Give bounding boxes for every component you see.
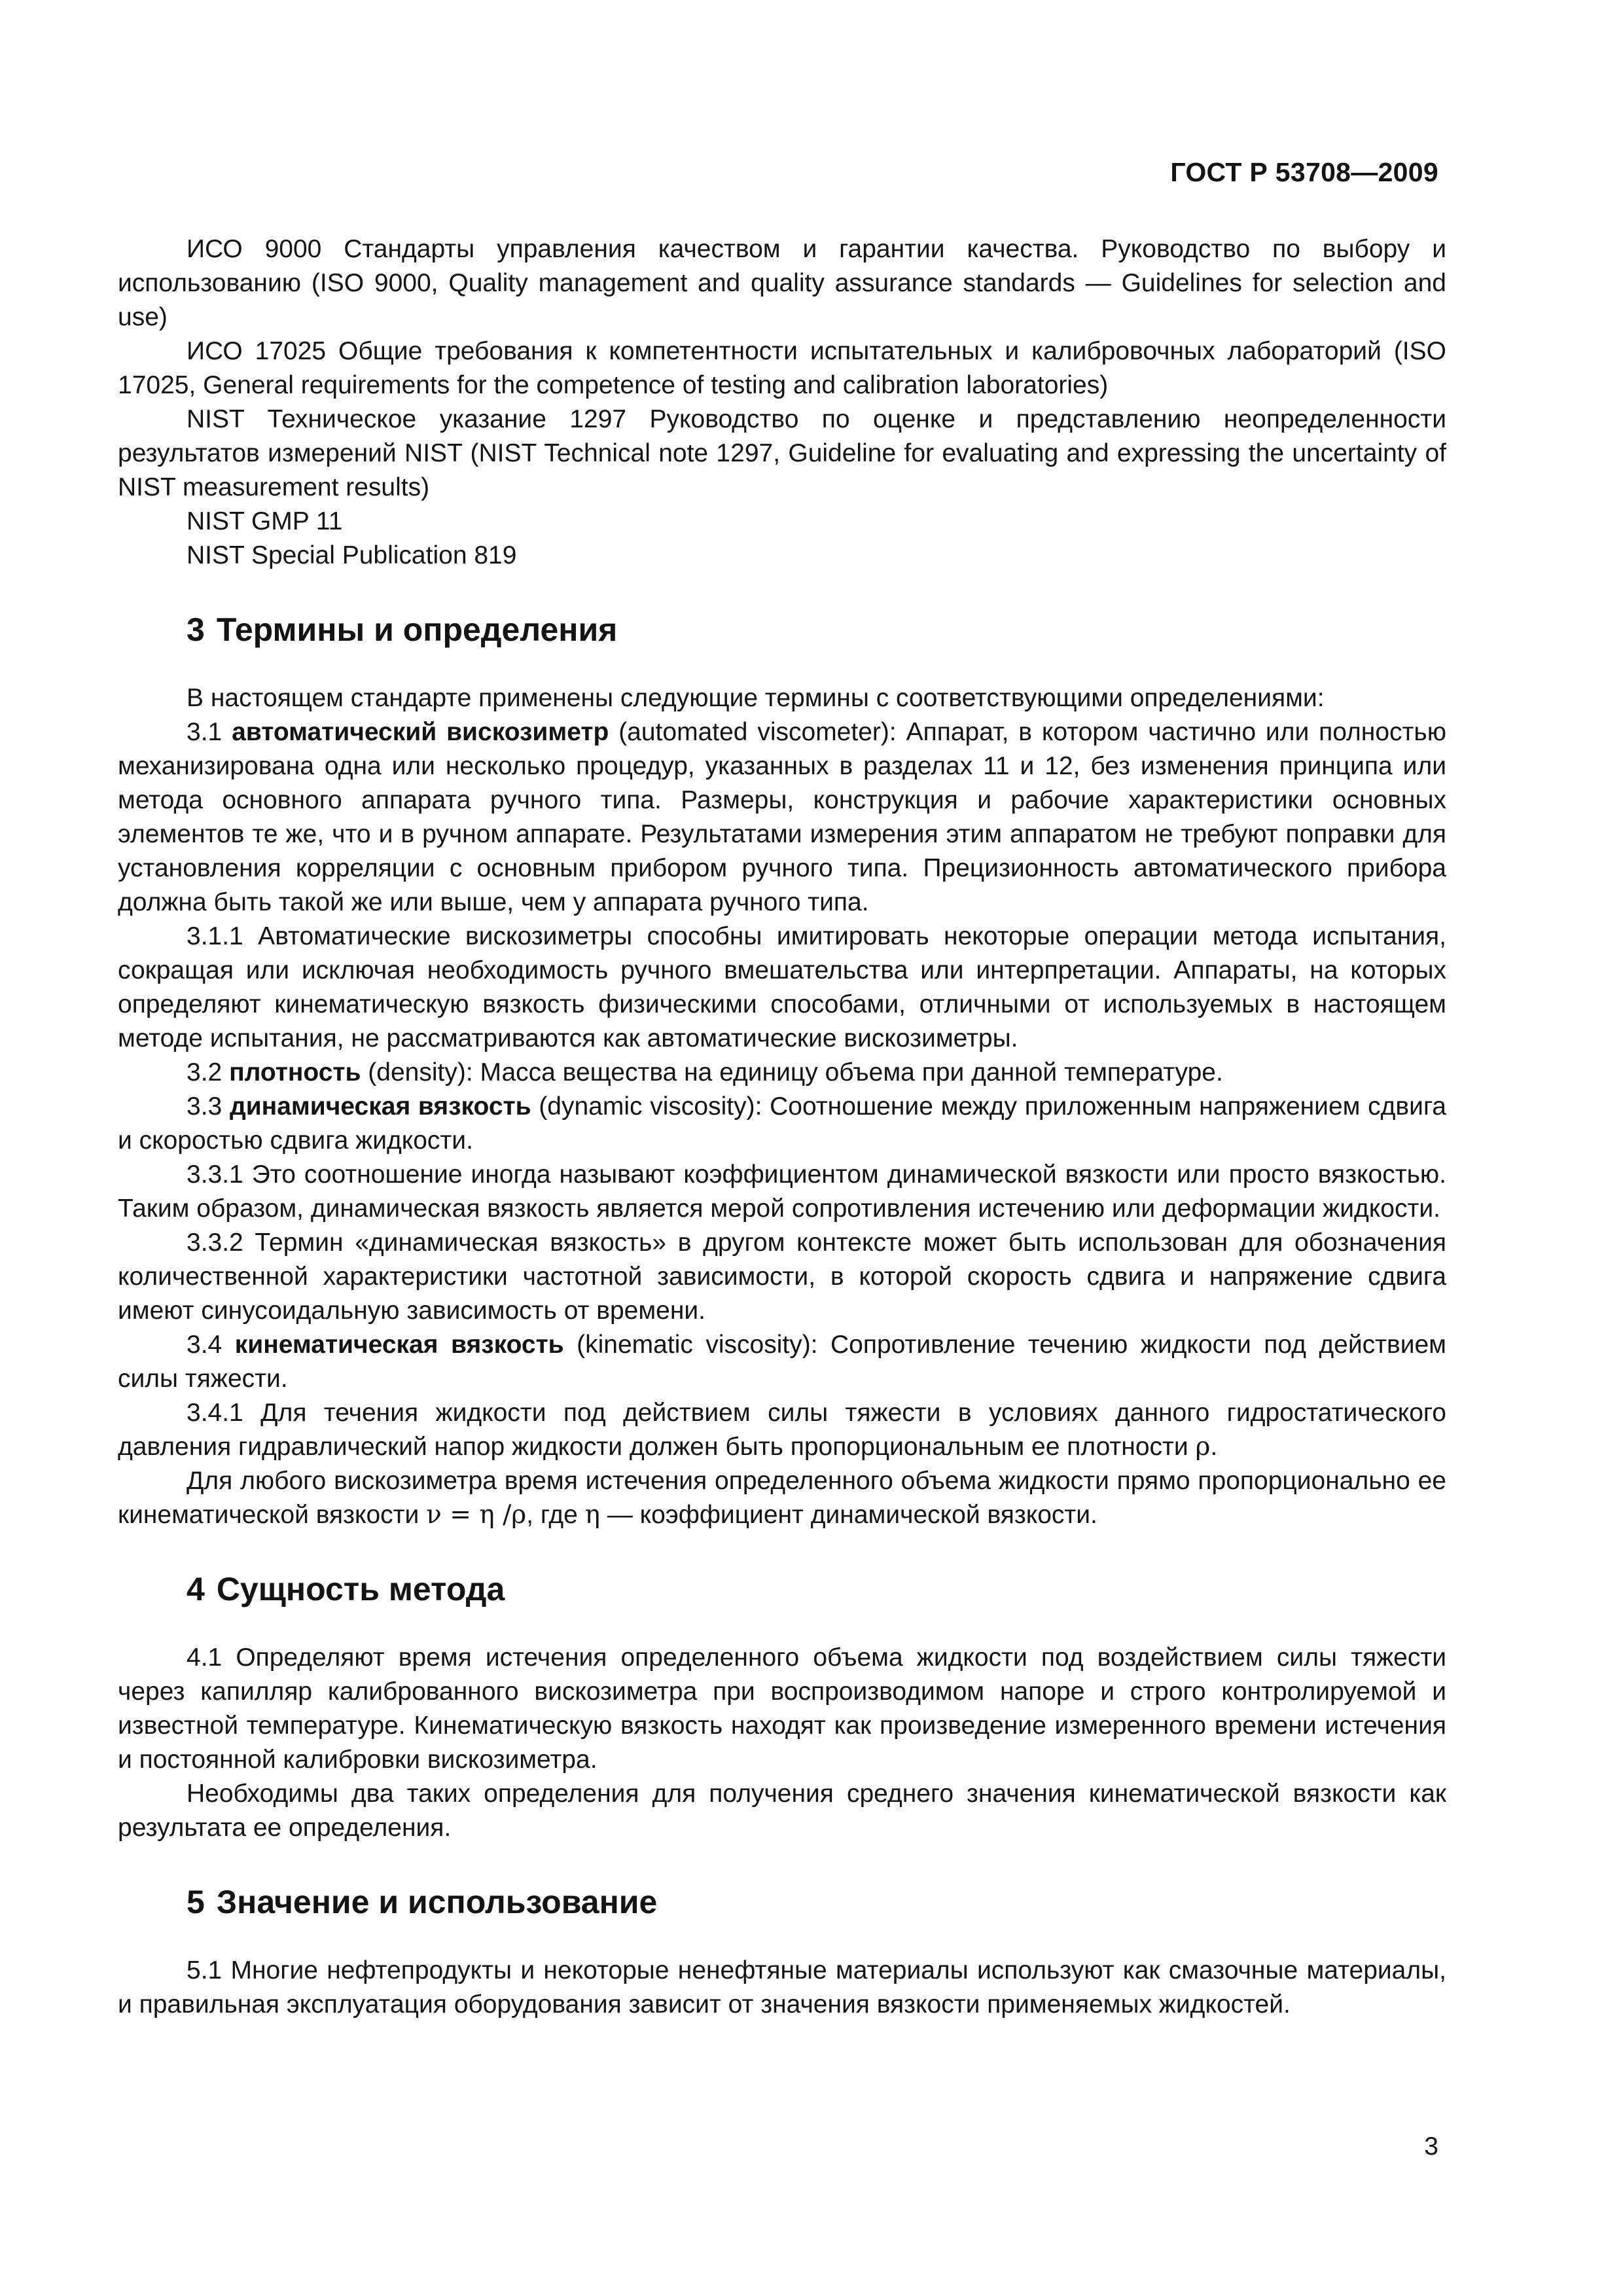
section-3-intro: В настоящем стандарте применены следующие термины с соответствующими определениями: (187, 684, 1325, 712)
clause-3-3-1: 3.3.1 Это соотношение иногда называют коэффициентом динамической вязкости или просто вязкостью. Таким образом, динамическая вязкость является мерой сопротивления истечению или деформации жидкости. (118, 1160, 1446, 1223)
document-body (118, 232, 1446, 2022)
clause-text: Для любого вискозиметра время истечения определенного объема жидкости прямо пропорционально ее кинематической вязкости (118, 1467, 1446, 1529)
term-definition: (density): Масса вещества на единицу объема при данной температуре. (361, 1058, 1223, 1086)
clause-4-1: 4.1 Определяют время истечения определенного объема жидкости под воздействием силы тяжести через капилляр калиброванного вискозиметра при воспроизводимом напоре и строго контролируемой и известной температуре. Кинематическую вязкость находят как произведение измеренного времени истечения и постоянной калибровки вискозиметра. (118, 1643, 1446, 1774)
section-4-heading (118, 1570, 1446, 1608)
viscosity-formula: ν = η /ρ (426, 1500, 527, 1530)
reference-code: NIST Special Publication 819 (187, 541, 517, 569)
clause-3-4-1 (118, 1396, 1446, 1464)
clause-number: 3.3 (187, 1092, 230, 1121)
reference-item (118, 334, 1446, 403)
section-5-heading (118, 1883, 1446, 1921)
clause-number: 3.4 (187, 1331, 235, 1359)
clause-4-1-note: Необходимы два таких определения для получения среднего значения кинематической вязкости как результата ее определения. (118, 1780, 1446, 1842)
clause-3-3-2: 3.3.2 Термин «динамическая вязкость» в другом контексте может быть использован для обозначения количественной характеристики частотной зависимости, в которой скорость сдвига и напряжение сдвига имеют синусоидальную зависимость от времени. (118, 1229, 1446, 1325)
density-symbol: ρ (1195, 1432, 1211, 1462)
term-label: динамическая вязкость (229, 1092, 531, 1121)
clause-3-3 (118, 1090, 1446, 1158)
reference-text: Техническое указание 1297 Руководство по оценке и представлению неопределенности результатов измерений NIST (NIST Technical note 1297, Guideline for evaluating and expressing the uncertainty of NIST measurement results) (118, 405, 1446, 501)
section-number: 3 (187, 611, 205, 648)
reference-text: Общие требования к компетентности испытательных и калибровочных лабораторий (ISO 17025, General requirements for the competence of testing and calibration laboratories) (118, 337, 1446, 399)
reference-item (118, 505, 1446, 539)
term-definition: (dynamic viscosity): Соотношение между приложенным напряжением сдвига и скоростью сдвига жидкости. (118, 1092, 1446, 1155)
reference-item (118, 232, 1446, 334)
section-3-heading (118, 611, 1446, 649)
normative-references (118, 232, 1446, 573)
reference-text: Стандарты управления качеством и гарантии качества. Руководство по выбору и использованию (ISO 9000, Quality management and quality assurance standards — Guidelines for selection and use) (118, 235, 1446, 331)
clause-text-end: . (1210, 1433, 1218, 1461)
clause-3-2 (118, 1056, 1446, 1090)
section-title: Значение и использование (216, 1884, 658, 1920)
section-number: 5 (187, 1884, 205, 1920)
document-id-header: ГОСТ Р 53708—2009 (1170, 157, 1438, 187)
page-number: 3 (1424, 2132, 1438, 2161)
term-label: кинематическая вязкость (234, 1331, 564, 1359)
term-label: плотность (229, 1058, 361, 1086)
clause-3-1 (118, 715, 1446, 920)
clause-text: 3.4.1 Для течения жидкости под действием силы тяжести в условиях данного гидростатического давления гидравлический напор жидкости должен быть пропорциональным ее плотности (118, 1399, 1446, 1461)
term-definition: (automated viscometer): Аппарат, в котором частично или полностью механизирована одна или несколько процедур, указанных в разделах 11 и 12, без изменения принципа или метода основного аппарата ручного типа. Размеры, конструкция и рабочие характеристики основных элементов те же, что и в ручном аппарате. Результатами измерения этим аппаратом не требуют поправки для установления корреляции с основным прибором ручного типа. Прецизионность автоматического прибора должна быть такой же или выше, чем у аппарата ручного типа. (118, 718, 1446, 916)
clause-number: 3.2 (187, 1058, 230, 1086)
reference-item (118, 539, 1446, 573)
term-label: автоматический вискозиметр (232, 718, 609, 746)
clause-3-4-2 (118, 1464, 1446, 1532)
clause-5-1: 5.1 Многие нефтепродукты и некоторые ненефтяные материалы используют как смазочные материалы, и правильная эксплуатация оборудования зависит от значения вязкости применяемых жидкостей. (118, 1956, 1446, 2018)
clause-3-1-1: 3.1.1 Автоматические вискозиметры способны имитировать некоторые операции метода испытания, сокращая или исключая необходимость ручного вмешательства или интерпретации. Аппараты, на которых определяют кинематическую вязкость физическими способами, отличными от используемых в настоящем методе испытания, не рассматриваются как автоматические вискозиметры. (118, 922, 1446, 1052)
reference-code: NIST (187, 405, 245, 433)
clause-3-4 (118, 1328, 1446, 1396)
section-title: Термины и определения (216, 611, 618, 648)
reference-code: ИСО 17025 (187, 337, 327, 365)
reference-code: ИСО 9000 (187, 235, 322, 263)
reference-item (118, 403, 1446, 505)
term-definition: (kinematic viscosity): Сопротивление течению жидкости под действием силы тяжести. (118, 1331, 1446, 1393)
section-title: Сущность метода (216, 1571, 505, 1607)
section-number: 4 (187, 1571, 205, 1607)
clause-text-end: — коэффициент динамической вязкости. (599, 1501, 1097, 1529)
clause-number: 3.1 (187, 718, 232, 746)
reference-code: NIST GMP 11 (187, 507, 343, 535)
clause-text-mid: , где (526, 1501, 585, 1529)
eta-symbol: η (584, 1500, 600, 1530)
